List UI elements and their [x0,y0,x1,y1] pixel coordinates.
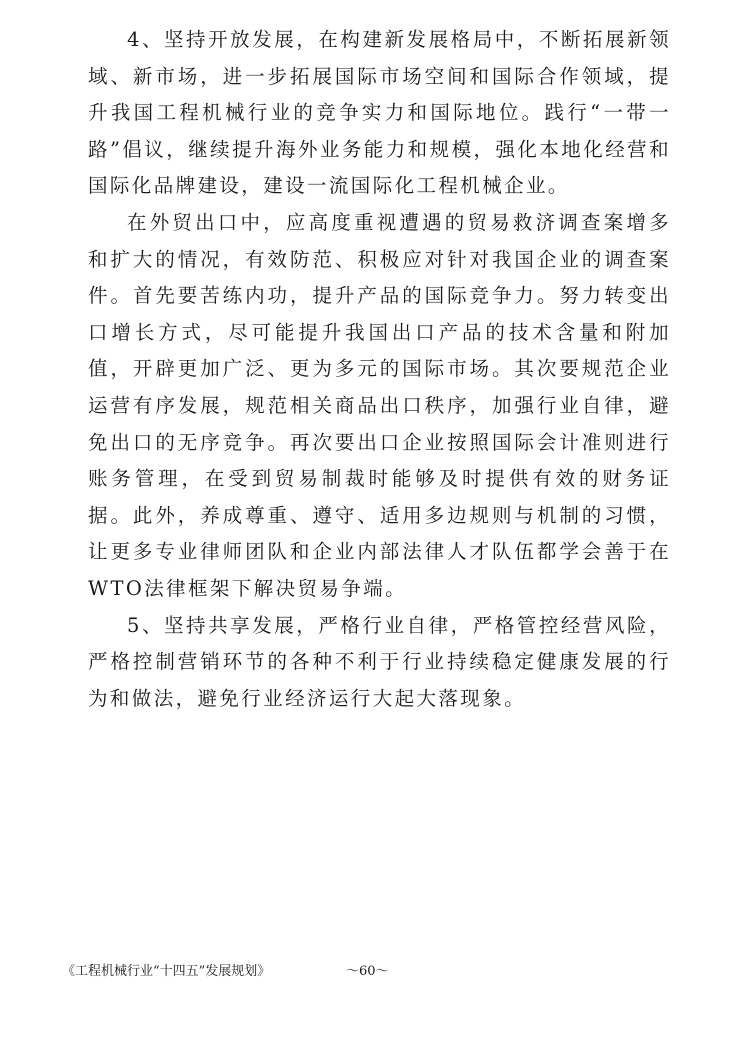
paragraph-foreign-trade: 在外贸出口中，应高度重视遭遇的贸易救济调查案增多和扩大的情况，有效防范、积极应对针对我国企业的调查案件。首先要苦练内功，提升产品的国际竞争力。努力转变出口增长方式，尽可能提升我国出口产品的技术含量和附加值，开辟更加广泛、更为多元的国际市场。其次要规范企业运营有序发展，规范相关商品出口秩序，加强行业自律，避免出口的无序竞争。再次要出口企业按照国际会计准则进行账务管理，在受到贸易制裁时能够及时提供有效的财务证据。此外，养成尊重、遵守、适用多边规则与机制的习惯，让更多专业律师团队和企业内部法律人才队伍都学会善于在WTO法律框架下解决贸易争端。 [88,210,671,600]
body-text [88,22,671,717]
page-footer [0,960,750,980]
paragraph-shared-development: 5、坚持共享发展，严格行业自律，严格管控经营风险，严格控制营销环节的各种不利于行业持续稳定健康发展的行为和做法，避免行业经济运行大起大落现象。 [88,613,671,710]
footer-document-title: 《工程机械行业“十四五”发展规划》 [62,964,271,979]
paragraph-open-development: 4、坚持开放发展，在构建新发展格局中，不断拓展新领域、新市场，进一步拓展国际市场空间和国际合作领域，提升我国工程机械行业的竞争实力和国际地位。践行“一带一路”倡议，继续提升海外业务能力和规模，强化本地化经营和国际化品牌建设，建设一流国际化工程机械企业。 [88,28,671,198]
footer-page-number: ～60～ [346,964,389,979]
